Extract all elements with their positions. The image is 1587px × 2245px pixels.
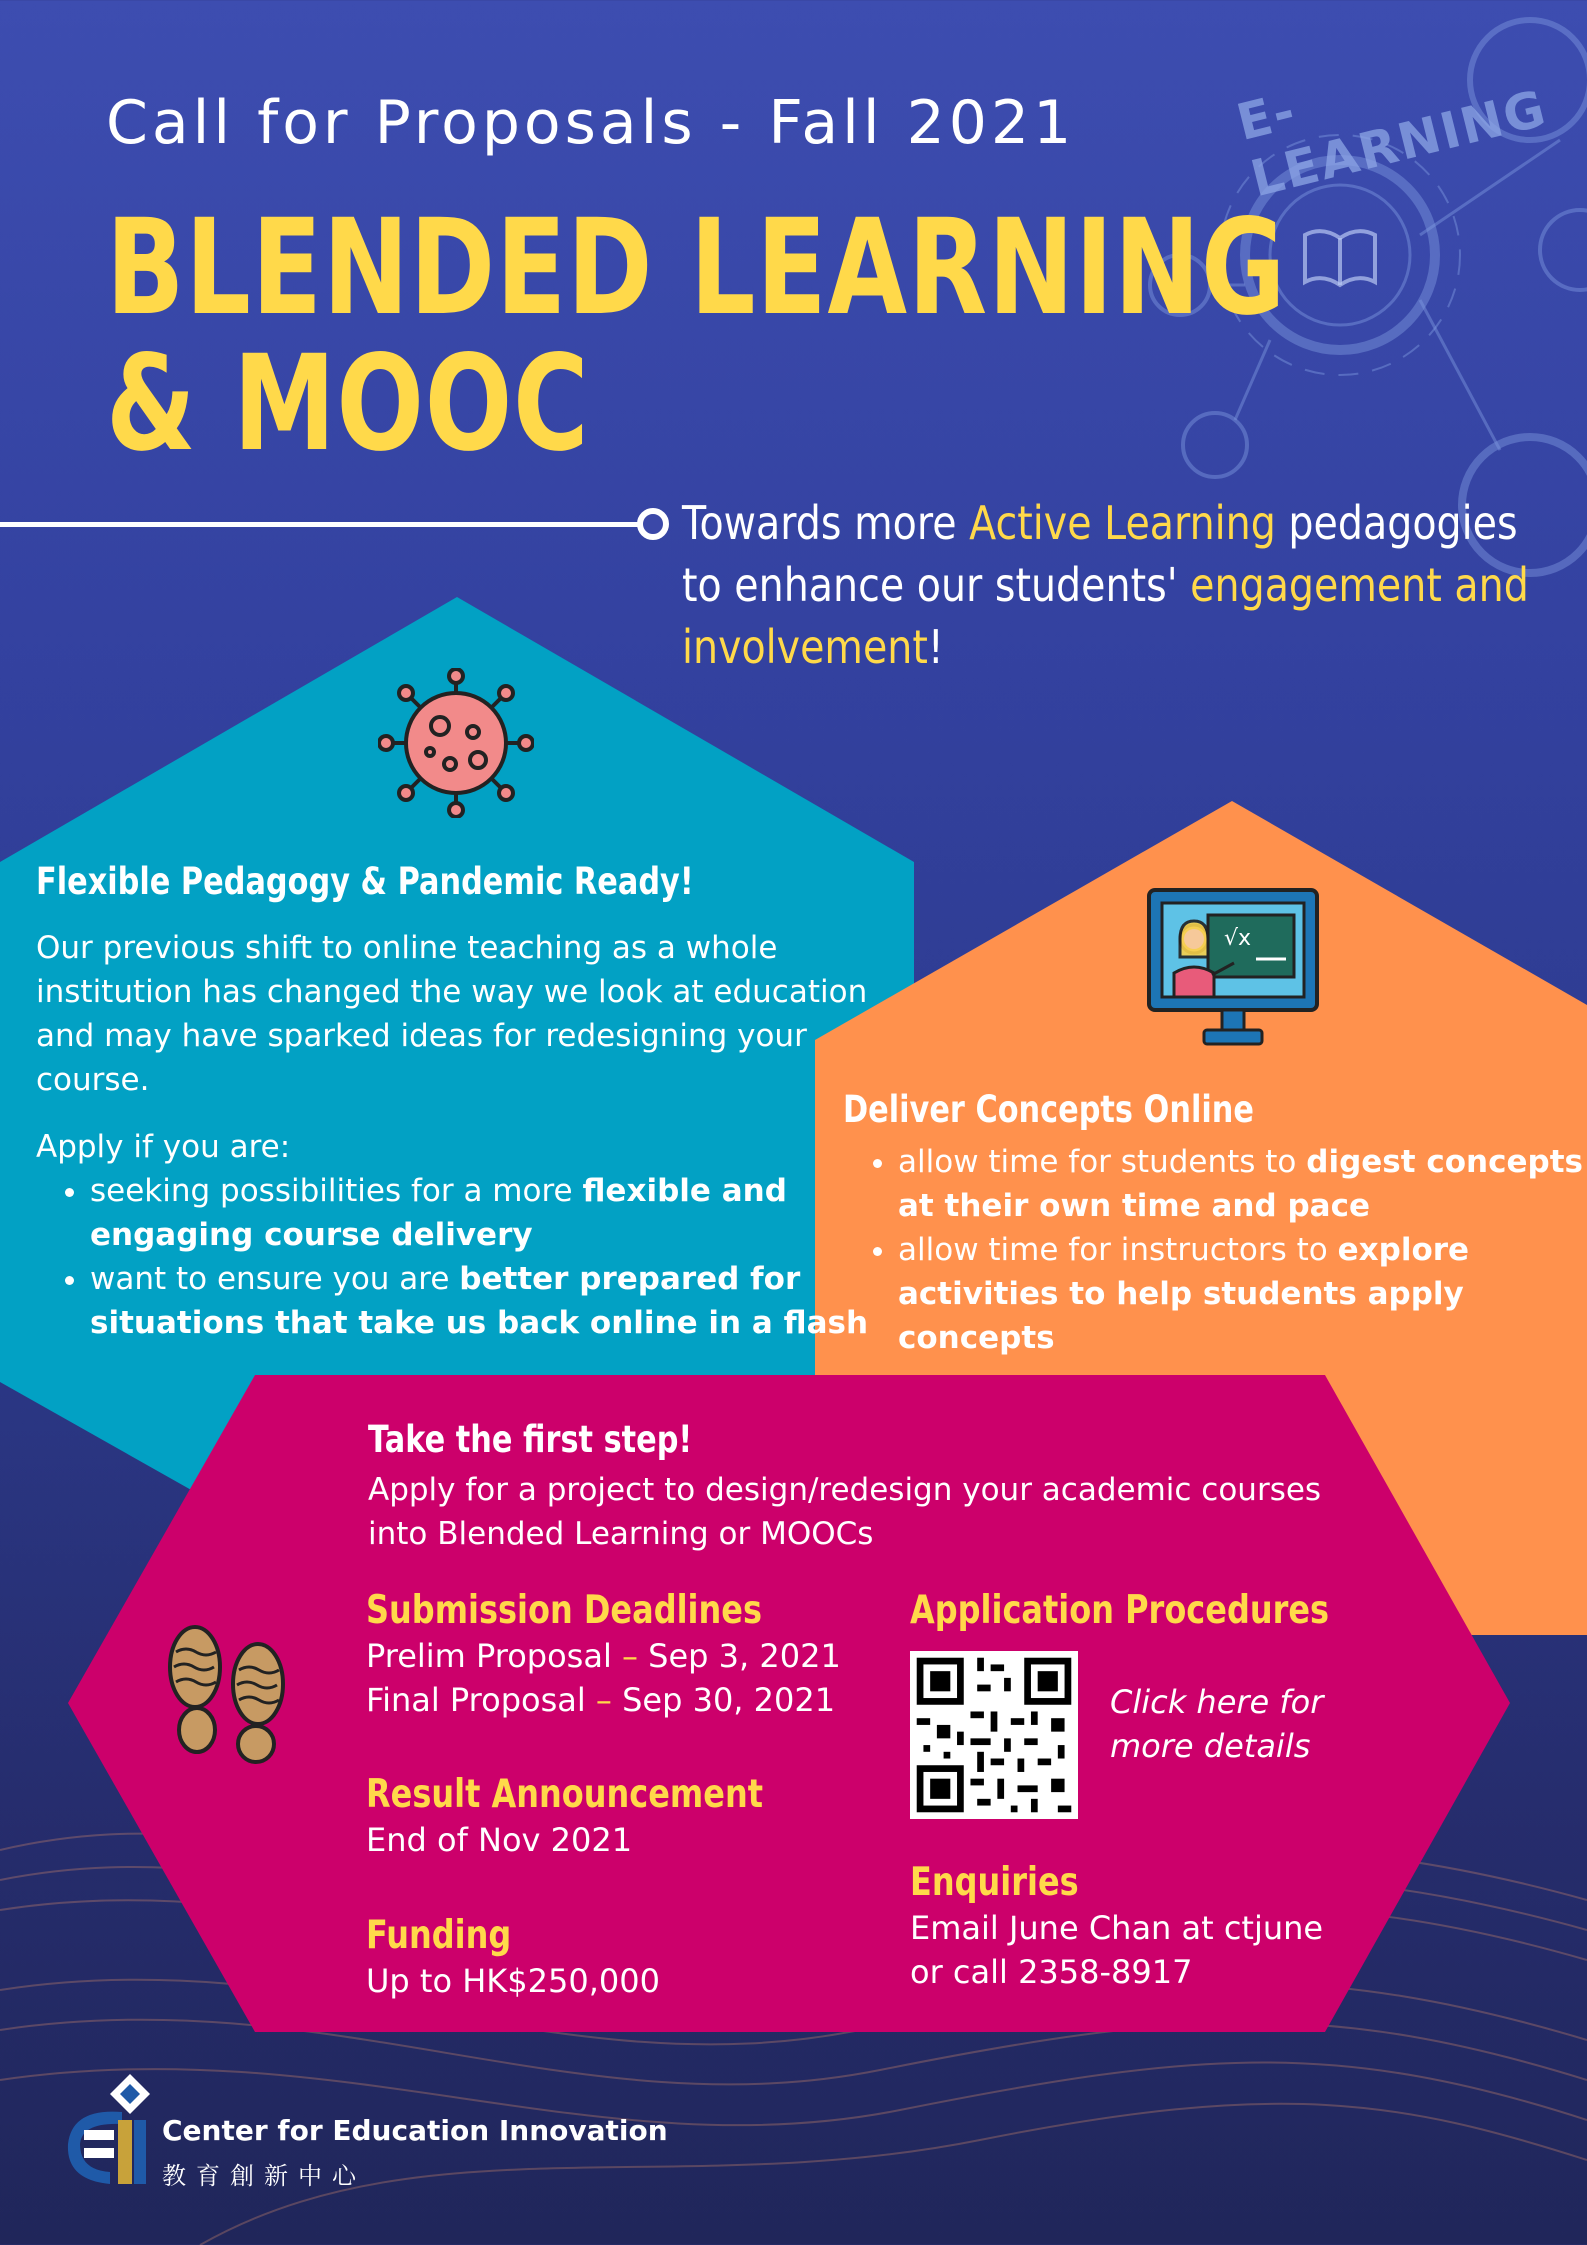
divider-dot <box>637 508 669 540</box>
tagline-text-3: ! <box>927 620 944 674</box>
enquiries-phone-line: or call 2358-8917 <box>910 1953 1193 1991</box>
deadline-label: Prelim Proposal <box>366 1637 622 1675</box>
list-item <box>90 1257 870 1345</box>
flexible-body: Our previous shift to online teaching as a whole institution has changed the way we look at education and may have sparked ideas for redesigning your course. <box>36 930 868 1098</box>
deliver-heading: Deliver Concepts Online <box>843 1088 1254 1131</box>
funding-text: Up to HK$250,000 <box>366 1962 660 2000</box>
bullet-bold: explore activities to help students apply concepts <box>898 1232 1470 1356</box>
deadline-date: Sep 3, 2021 <box>638 1637 841 1675</box>
flexible-bullets <box>36 1169 870 1345</box>
deadline-label: Final Proposal <box>366 1681 596 1719</box>
result-announcement-heading: Result Announcement <box>366 1772 764 1817</box>
deadline-date: Sep 30, 2021 <box>611 1681 836 1719</box>
prelim-proposal-deadline <box>366 1634 841 1678</box>
bullet-bold: digest concepts at their own time and pace <box>898 1144 1583 1224</box>
tagline-text-2: pedagogies to enhance our students' <box>682 496 1518 612</box>
bullet-text: allow time for instructors to <box>898 1232 1338 1268</box>
bullet-text: allow time for students to <box>898 1144 1307 1180</box>
tagline-highlight-active-learning: Active Learning <box>969 496 1276 550</box>
result-announcement-text: End of Nov 2021 <box>366 1821 633 1859</box>
flexible-heading: Flexible Pedagogy & Pandemic Ready! <box>36 860 694 903</box>
bullet-bold: better prepared for situations that take us back online in a flash <box>90 1261 869 1341</box>
elearning-decor-label: E-LEARNING <box>1231 78 1553 209</box>
deadline-dash: – <box>622 1637 638 1675</box>
deliver-bullets <box>844 1140 1587 1360</box>
submission-deadlines-heading: Submission Deadlines <box>366 1588 763 1633</box>
footprints-icon <box>162 1622 292 1764</box>
application-procedures-heading: Application Procedures <box>910 1588 1330 1633</box>
virus-icon <box>378 668 534 818</box>
bullet-bold: flexible and engaging course delivery <box>90 1173 787 1253</box>
enquiries-email-line: Email June Chan at ctjune <box>910 1909 1324 1947</box>
title-line-2: & MOOC <box>106 327 590 481</box>
click-line-1[interactable]: Click here for <box>1110 1683 1324 1721</box>
enquiries-heading: Enquiries <box>910 1860 1079 1905</box>
tagline-text-1: Towards more <box>682 496 970 550</box>
tagline-highlight-engagement: engagement and involvement <box>682 558 1529 674</box>
tagline <box>682 492 1551 678</box>
list-item <box>90 1169 870 1257</box>
org-name-chinese: 教育創新中心 <box>162 2162 366 2190</box>
first-step-body: Apply for a project to design/redesign your academic courses into Blended Learning or MOOCs <box>368 1472 1322 1552</box>
qr-code[interactable] <box>910 1651 1078 1819</box>
list-item <box>898 1140 1587 1228</box>
list-item <box>898 1228 1587 1360</box>
deadline-dash: – <box>595 1681 612 1719</box>
click-line-2[interactable]: more details <box>1110 1727 1311 1765</box>
title-line-1: BLENDED LEARNING <box>106 191 1287 345</box>
svg-text:√x: √x <box>1224 926 1252 951</box>
click-here-link[interactable] <box>1110 1680 1323 1768</box>
online-teacher-icon <box>1146 887 1320 1051</box>
org-name: Center for Education Innovation <box>162 2114 668 2147</box>
page-title <box>106 191 1287 481</box>
bullet-text: seeking possibilities for a more <box>90 1173 583 1209</box>
final-proposal-deadline <box>366 1678 835 1722</box>
divider-line <box>0 522 640 527</box>
bullet-text: want to ensure you are <box>90 1261 460 1297</box>
call-for-proposals-subtitle: Call for Proposals - Fall 2021 <box>106 88 1076 158</box>
funding-heading: Funding <box>366 1913 512 1958</box>
first-step-heading: Take the first step! <box>368 1418 693 1461</box>
apply-if-label: Apply if you are: <box>36 1129 291 1165</box>
cei-logo-icon <box>62 2072 154 2190</box>
